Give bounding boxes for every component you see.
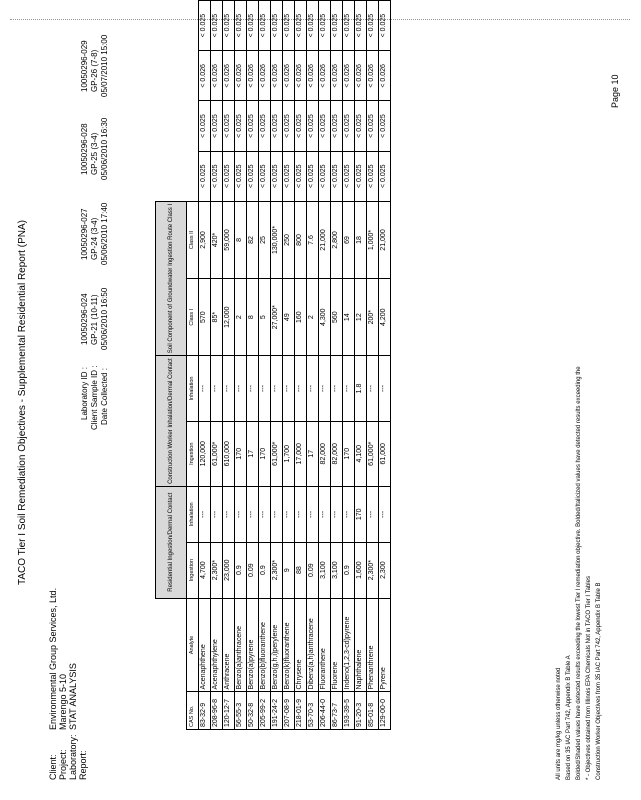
objective-value: 200* — [366, 279, 378, 356]
objective-value: --- — [330, 356, 342, 421]
cas-number: 56-55-3 — [234, 692, 246, 730]
result-value: < 0.026 — [342, 51, 354, 101]
objective-value: 1,000* — [366, 201, 378, 278]
analyte-name: Benzo(a)pyrene — [246, 598, 258, 692]
objective-value: 130,000* — [270, 201, 282, 278]
objective-value: --- — [222, 356, 234, 421]
objective-value: 0.9 — [342, 542, 354, 598]
client-id-4: GP-26 (7-8) — [90, 49, 99, 92]
objective-value: 0.09 — [306, 542, 318, 598]
cas-number: 120-12-7 — [222, 692, 234, 730]
result-value: < 0.026 — [282, 51, 294, 101]
objective-value: --- — [342, 356, 354, 421]
project-label: Project: — [58, 749, 68, 780]
result-value: < 0.025 — [234, 101, 246, 151]
analyte-name: Naphthalene — [354, 598, 366, 692]
objective-value: 4,200 — [378, 279, 390, 356]
objective-value: --- — [342, 486, 354, 542]
analyte-name: Benzo(g,h,i)perylene — [270, 598, 282, 692]
analyte-name: Chrysene — [294, 598, 306, 692]
cas-number: 50-32-8 — [246, 692, 258, 730]
cas-number: 193-39-5 — [342, 692, 354, 730]
table-row — [294, 1, 306, 730]
objective-value: 61,000* — [270, 421, 282, 486]
objective-value: 4,300 — [318, 279, 330, 356]
objective-value: --- — [306, 486, 318, 542]
scan-edge — [10, 17, 630, 20]
objective-value: 12 — [354, 279, 366, 356]
table-row — [330, 1, 342, 730]
analyte-name: Benzo(k)fluoranthene — [282, 598, 294, 692]
client-id-3: GP-25 (3-4) — [90, 132, 99, 175]
objective-value: 17 — [246, 421, 258, 486]
note: Based on 35 IAC Part 742, Appendix B Table A — [566, 655, 572, 780]
cas-number: 86-73-7 — [330, 692, 342, 730]
cas-number: 205-99-2 — [258, 692, 270, 730]
lab-id-label: Laboratory ID : — [80, 367, 89, 420]
analyte-name: Phenanthrene — [366, 598, 378, 692]
objective-value: --- — [378, 486, 390, 542]
page-number: Page 10 — [610, 74, 620, 108]
sub-header: Ingestion — [187, 542, 199, 598]
result-value: < 0.025 — [294, 151, 306, 201]
objective-value: 3,100 — [330, 542, 342, 598]
lab-id-3: 10050296-028 — [80, 123, 89, 175]
result-value: < 0.025 — [354, 151, 366, 201]
objective-value: 14 — [342, 279, 354, 356]
objective-value: 2,300* — [210, 542, 222, 598]
objective-value: 2,300* — [270, 542, 282, 598]
result-value: < 0.025 — [222, 151, 234, 201]
table-row — [378, 1, 390, 730]
client-label: Client: — [48, 754, 58, 780]
sub-header: Class I — [187, 279, 199, 356]
result-value: < 0.025 — [258, 151, 270, 201]
lab-id-2: 10050296-027 — [80, 208, 89, 260]
analyte-name: Acenaphthylene — [210, 598, 222, 692]
objective-value: --- — [294, 356, 306, 421]
result-value: < 0.025 — [246, 151, 258, 201]
result-value: < 0.025 — [234, 151, 246, 201]
analyte-header: Analyte — [187, 598, 199, 692]
cas-number: 91-20-3 — [354, 692, 366, 730]
date-3: 05/06/2010 16:30 — [100, 117, 109, 180]
objective-value: --- — [294, 486, 306, 542]
result-value: < 0.025 — [342, 101, 354, 151]
objective-value: 49 — [282, 279, 294, 356]
client-id-1: GP-21 (10-11) — [90, 294, 99, 345]
result-value: < 0.026 — [330, 51, 342, 101]
objective-value: 170 — [342, 421, 354, 486]
analyte-name: Benzo(a)anthracene — [234, 598, 246, 692]
date-1: 05/06/2010 16:50 — [100, 287, 109, 350]
objective-value: --- — [318, 356, 330, 421]
objective-value: --- — [366, 356, 378, 421]
objective-value: 7.6 — [306, 201, 318, 278]
result-value: < 0.025 — [342, 1, 354, 51]
result-value: < 0.025 — [198, 151, 210, 201]
result-value: < 0.025 — [366, 101, 378, 151]
client-value: Environmental Group Services, Ltd. — [48, 587, 58, 730]
objective-value: 61,000 — [378, 421, 390, 486]
analyte-name: Dibenz(a,h)anthracene — [306, 598, 318, 692]
objective-value: --- — [270, 356, 282, 421]
sub-header: Inhalation — [187, 356, 199, 421]
objective-value: 1,600 — [354, 542, 366, 598]
objective-value: 0.09 — [246, 542, 258, 598]
result-value: < 0.026 — [318, 51, 330, 101]
analyte-name: Anthracene — [222, 598, 234, 692]
sub-header: Class II — [187, 201, 199, 278]
analyte-name: Fluoranthene — [318, 598, 330, 692]
objective-value: 0.9 — [234, 542, 246, 598]
objective-value: 2,300 — [378, 542, 390, 598]
result-value: < 0.025 — [378, 151, 390, 201]
result-value: < 0.026 — [354, 51, 366, 101]
result-value: < 0.025 — [282, 1, 294, 51]
objective-value: 59,000 — [222, 201, 234, 278]
objective-value: 570 — [198, 279, 210, 356]
result-value: < 0.025 — [378, 101, 390, 151]
objective-value: 4,100 — [354, 421, 366, 486]
objective-value: --- — [210, 356, 222, 421]
results-table — [155, 0, 391, 730]
objective-value: --- — [306, 356, 318, 421]
client-id-label: Client Sample ID : — [90, 365, 99, 430]
result-value: < 0.026 — [270, 51, 282, 101]
group-header: Construction Worker Inhalation/Dermal Contact — [156, 356, 187, 487]
objective-value: 560 — [330, 279, 342, 356]
objective-value: 2 — [306, 279, 318, 356]
note: All units are mg/kg unless otherwise noted — [556, 667, 562, 780]
result-value: < 0.025 — [270, 101, 282, 151]
objective-value: 120,000 — [198, 421, 210, 486]
blank-header — [187, 1, 199, 202]
objective-value: 250 — [282, 201, 294, 278]
cas-header: CAS No. — [187, 692, 199, 730]
objective-value: --- — [222, 486, 234, 542]
result-value: < 0.026 — [246, 51, 258, 101]
objective-value: --- — [198, 356, 210, 421]
result-value: < 0.025 — [378, 1, 390, 51]
date-4: 05/07/2010 15:00 — [100, 34, 109, 97]
result-value: < 0.026 — [378, 51, 390, 101]
objective-value: 21,000 — [318, 201, 330, 278]
result-value: < 0.025 — [258, 1, 270, 51]
objective-value: 170 — [234, 421, 246, 486]
table-row — [198, 1, 210, 730]
objective-value: 17 — [306, 421, 318, 486]
objective-value: 21,000 — [378, 201, 390, 278]
table-row — [270, 1, 282, 730]
objective-value: 160 — [294, 279, 306, 356]
result-value: < 0.026 — [210, 51, 222, 101]
note: * - Objectives obtained from Illinois EPA Chemicals Not in TACO Tier I Tables — [586, 576, 592, 780]
objective-value: 4,700 — [198, 542, 210, 598]
result-value: < 0.025 — [366, 1, 378, 51]
result-value: < 0.025 — [366, 151, 378, 201]
cas-number: 83-32-9 — [198, 692, 210, 730]
result-value: < 0.025 — [198, 1, 210, 51]
blank-header — [156, 598, 187, 692]
result-value: < 0.025 — [246, 1, 258, 51]
objective-value: 2,900 — [198, 201, 210, 278]
result-value: < 0.026 — [258, 51, 270, 101]
client-id-2: GP-24 (3-4) — [90, 217, 99, 260]
result-value: < 0.025 — [270, 151, 282, 201]
objective-value: --- — [318, 486, 330, 542]
objective-value: --- — [258, 486, 270, 542]
cas-number: 191-24-2 — [270, 692, 282, 730]
objective-value: --- — [330, 486, 342, 542]
date-collected-label: Date Collected : — [100, 368, 109, 425]
analyte-name: Benzo(b)fluoranthene — [258, 598, 270, 692]
objective-value: --- — [270, 486, 282, 542]
analyte-name: Indeno(1,2,3-cd)pyrene — [342, 598, 354, 692]
cas-number: 218-01-9 — [294, 692, 306, 730]
objective-value: 69 — [342, 201, 354, 278]
objective-value: 61,000* — [210, 421, 222, 486]
result-value: < 0.025 — [246, 101, 258, 151]
analyte-name: Fluorene — [330, 598, 342, 692]
table-row — [318, 1, 330, 730]
group-header: Residential Ingestion/Dermal Contact — [156, 486, 187, 598]
objective-value: --- — [210, 486, 222, 542]
sub-header: Inhalation — [187, 486, 199, 542]
objective-value: 85* — [210, 279, 222, 356]
result-value: < 0.025 — [306, 151, 318, 201]
result-value: < 0.025 — [306, 101, 318, 151]
cas-number: 207-08-9 — [282, 692, 294, 730]
sub-header: Ingestion — [187, 421, 199, 486]
result-value: < 0.025 — [342, 151, 354, 201]
objective-value: --- — [246, 486, 258, 542]
result-value: < 0.025 — [210, 1, 222, 51]
result-value: < 0.025 — [258, 101, 270, 151]
objective-value: 12,000 — [222, 279, 234, 356]
result-value: < 0.025 — [318, 1, 330, 51]
objective-value: 8 — [246, 279, 258, 356]
objective-value: 82,000 — [318, 421, 330, 486]
lab-id-4: 10050296-029 — [80, 40, 89, 92]
objective-value: 3,100 — [318, 542, 330, 598]
table-row — [342, 1, 354, 730]
cas-number: 85-01-8 — [366, 692, 378, 730]
objective-value: 0.9 — [258, 542, 270, 598]
objective-value: 8 — [234, 201, 246, 278]
objective-value: 5 — [258, 279, 270, 356]
table-row — [354, 1, 366, 730]
objective-value: 17,000 — [294, 421, 306, 486]
objective-value: --- — [282, 486, 294, 542]
result-value: < 0.025 — [222, 1, 234, 51]
objective-value: 88 — [294, 542, 306, 598]
objective-value: --- — [234, 486, 246, 542]
result-value: < 0.026 — [294, 51, 306, 101]
result-value: < 0.026 — [198, 51, 210, 101]
table-row — [246, 1, 258, 730]
note: Construction Worker Objectives from 35 IAC Part 742, Appendix B Table B — [596, 582, 602, 780]
result-value: < 0.025 — [330, 151, 342, 201]
objective-value: --- — [198, 486, 210, 542]
result-value: < 0.025 — [354, 101, 366, 151]
laboratory-label: Laboratory: — [68, 734, 78, 780]
objective-value: 420* — [210, 201, 222, 278]
result-value: < 0.025 — [318, 151, 330, 201]
objective-value: 82 — [246, 201, 258, 278]
objective-value: 23,000 — [222, 542, 234, 598]
objective-value: --- — [258, 356, 270, 421]
objective-value: 25 — [258, 201, 270, 278]
result-value: < 0.026 — [366, 51, 378, 101]
objective-value: --- — [246, 356, 258, 421]
group-header: Soil Component of Groundwater Ingestion Route Class I — [156, 201, 187, 355]
objective-value: --- — [366, 486, 378, 542]
cas-number: 129-00-0 — [378, 692, 390, 730]
analyte-name: Pyrene — [378, 598, 390, 692]
objective-value: 9 — [282, 542, 294, 598]
table-row — [282, 1, 294, 730]
date-2: 05/06/2010 17:40 — [100, 202, 109, 265]
objective-value: --- — [378, 356, 390, 421]
objective-value: 800 — [294, 201, 306, 278]
group-header-row — [156, 1, 187, 730]
table-row — [258, 1, 270, 730]
project-value: Marengo 5-10 — [58, 673, 68, 730]
result-value: < 0.025 — [282, 151, 294, 201]
objective-value: --- — [282, 356, 294, 421]
objective-value: 2 — [234, 279, 246, 356]
sub-header-row — [187, 1, 199, 730]
result-value: < 0.025 — [270, 1, 282, 51]
table-row — [366, 1, 378, 730]
table-row — [234, 1, 246, 730]
analyte-name: Acenaphthene — [198, 598, 210, 692]
result-value: < 0.026 — [306, 51, 318, 101]
objective-value: 61,000* — [366, 421, 378, 486]
report-label: Report: — [78, 750, 88, 780]
table-row — [210, 1, 222, 730]
result-value: < 0.026 — [234, 51, 246, 101]
result-value: < 0.025 — [210, 101, 222, 151]
objective-value: 170 — [354, 486, 366, 542]
objective-value: 27,000* — [270, 279, 282, 356]
objective-value: 1.8 — [354, 356, 366, 421]
result-value: < 0.025 — [234, 1, 246, 51]
objective-value: 1,700 — [282, 421, 294, 486]
result-value: < 0.026 — [222, 51, 234, 101]
objective-value: 610,000 — [222, 421, 234, 486]
blank-header — [156, 1, 187, 202]
result-value: < 0.025 — [282, 101, 294, 151]
result-value: < 0.025 — [210, 151, 222, 201]
report-title: TACO Tier I Soil Remediation Objectives - Supplemental Residential Report (PNA) — [17, 220, 28, 585]
objective-value: --- — [234, 356, 246, 421]
result-value: < 0.025 — [294, 101, 306, 151]
result-value: < 0.025 — [294, 1, 306, 51]
table-row — [222, 1, 234, 730]
note: Bolded/Shaded values have detected results exceeding the lowest Tier I remediation objective. Bolded/Italicized values have detected results exceeding the — [576, 366, 582, 780]
cas-number: 206-44-0 — [318, 692, 330, 730]
result-value: < 0.025 — [318, 101, 330, 151]
result-value: < 0.025 — [330, 1, 342, 51]
result-value: < 0.025 — [330, 101, 342, 151]
result-value: < 0.025 — [306, 1, 318, 51]
result-value: < 0.025 — [198, 101, 210, 151]
objective-value: 82,000 — [330, 421, 342, 486]
result-value: < 0.025 — [222, 101, 234, 151]
lab-id-1: 10050296-024 — [80, 293, 89, 345]
laboratory-value: STAT ANALYSIS — [68, 663, 78, 730]
table-row — [306, 1, 318, 730]
objective-value: 2,300* — [366, 542, 378, 598]
blank-header — [156, 692, 187, 730]
objective-value: 170 — [258, 421, 270, 486]
objective-value: 2,800 — [330, 201, 342, 278]
cas-number: 53-70-3 — [306, 692, 318, 730]
result-value: < 0.025 — [354, 1, 366, 51]
objective-value: 18 — [354, 201, 366, 278]
cas-number: 208-96-8 — [210, 692, 222, 730]
